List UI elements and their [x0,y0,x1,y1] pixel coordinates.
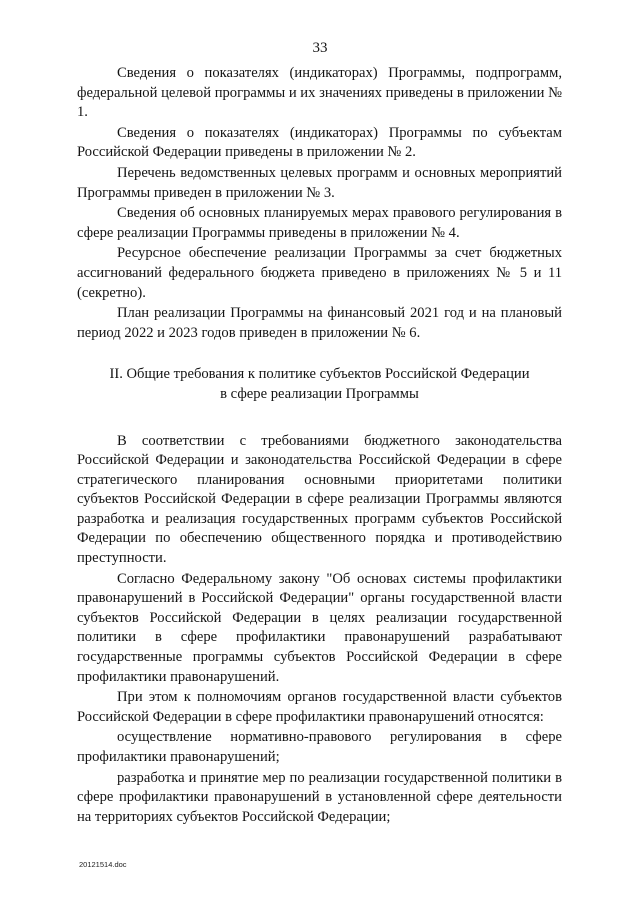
paragraph-implementation-plan: План реализации Программы на финансовый 2021 год и на плановый период 2022 и 2023 годов приведен в приложении № 6. [77,305,562,341]
paragraph-powers-item-1: осуществление нормативно-правового регулирования в сфере профилактики правонарушений; [77,729,562,765]
paragraph-federal-law: Согласно Федеральному закону "Об основах системы профилактики правонарушений в Российской Федерации" органы государственной власти субъектов Российской Федерации в целях реализации государственной политики в сфере профилактики правонарушений разрабатывают государственные программы субъектов Российской Федерации в сфере профилактики правонарушений. [77,570,562,685]
paragraph-powers-item-2: разработка и принятие мер по реализации государственной политики в сфере профилактики правонарушений в установленной сфере деятельности на территориях субъектов Российской Федерации; [77,769,562,825]
section-heading-line-1: II. Общие требования к политике субъектов Российской Федерации [109,366,530,383]
paragraph-indicators-regions: Сведения о показателях (индикаторах) Программы по субъектам Российской Федерации приведены в приложении № 2. [77,124,562,161]
paragraph-indicators: Сведения о показателях (индикаторах) Программы, подпрограмм, федеральной целевой программы и их значениях приведены в приложении № 1. [77,65,562,121]
section-heading-line-2: в сфере реализации Программы [220,385,419,402]
paragraph-priorities: В соответствии с требованиями бюджетного законодательства Российской Федерации и законодательства Российской Федерации в сфере стратегического планирования основными приоритетами политики субъектов Российской Федерации в сфере реализации Программы являются разработка и реализация государственных программ субъектов Российской Федерации по обеспечению общественного порядка и противодействию преступности. [77,432,562,567]
paragraph-resource-support: Ресурсное обеспечение реализации Программы за счет бюджетных ассигнований федерального бюджета приведено в приложениях № 5 и 11 (секретно). [77,245,562,301]
paragraph-legal-regulation: Сведения об основных планируемых мерах правового регулирования в сфере реализации Программы приведены в приложении № 4. [77,205,562,241]
paragraph-departmental-programs: Перечень ведомственных целевых программ и основных мероприятий Программы приведен в приложении № 3. [77,164,562,201]
document-footer: 20121514.doc [79,860,127,869]
section-heading [77,365,562,404]
paragraph-powers: При этом к полномочиям органов государственной власти субъектов Российской Федерации в сфере профилактики правонарушений относятся: [77,689,562,725]
page-number: 33 [312,40,328,56]
document-body [77,64,562,828]
